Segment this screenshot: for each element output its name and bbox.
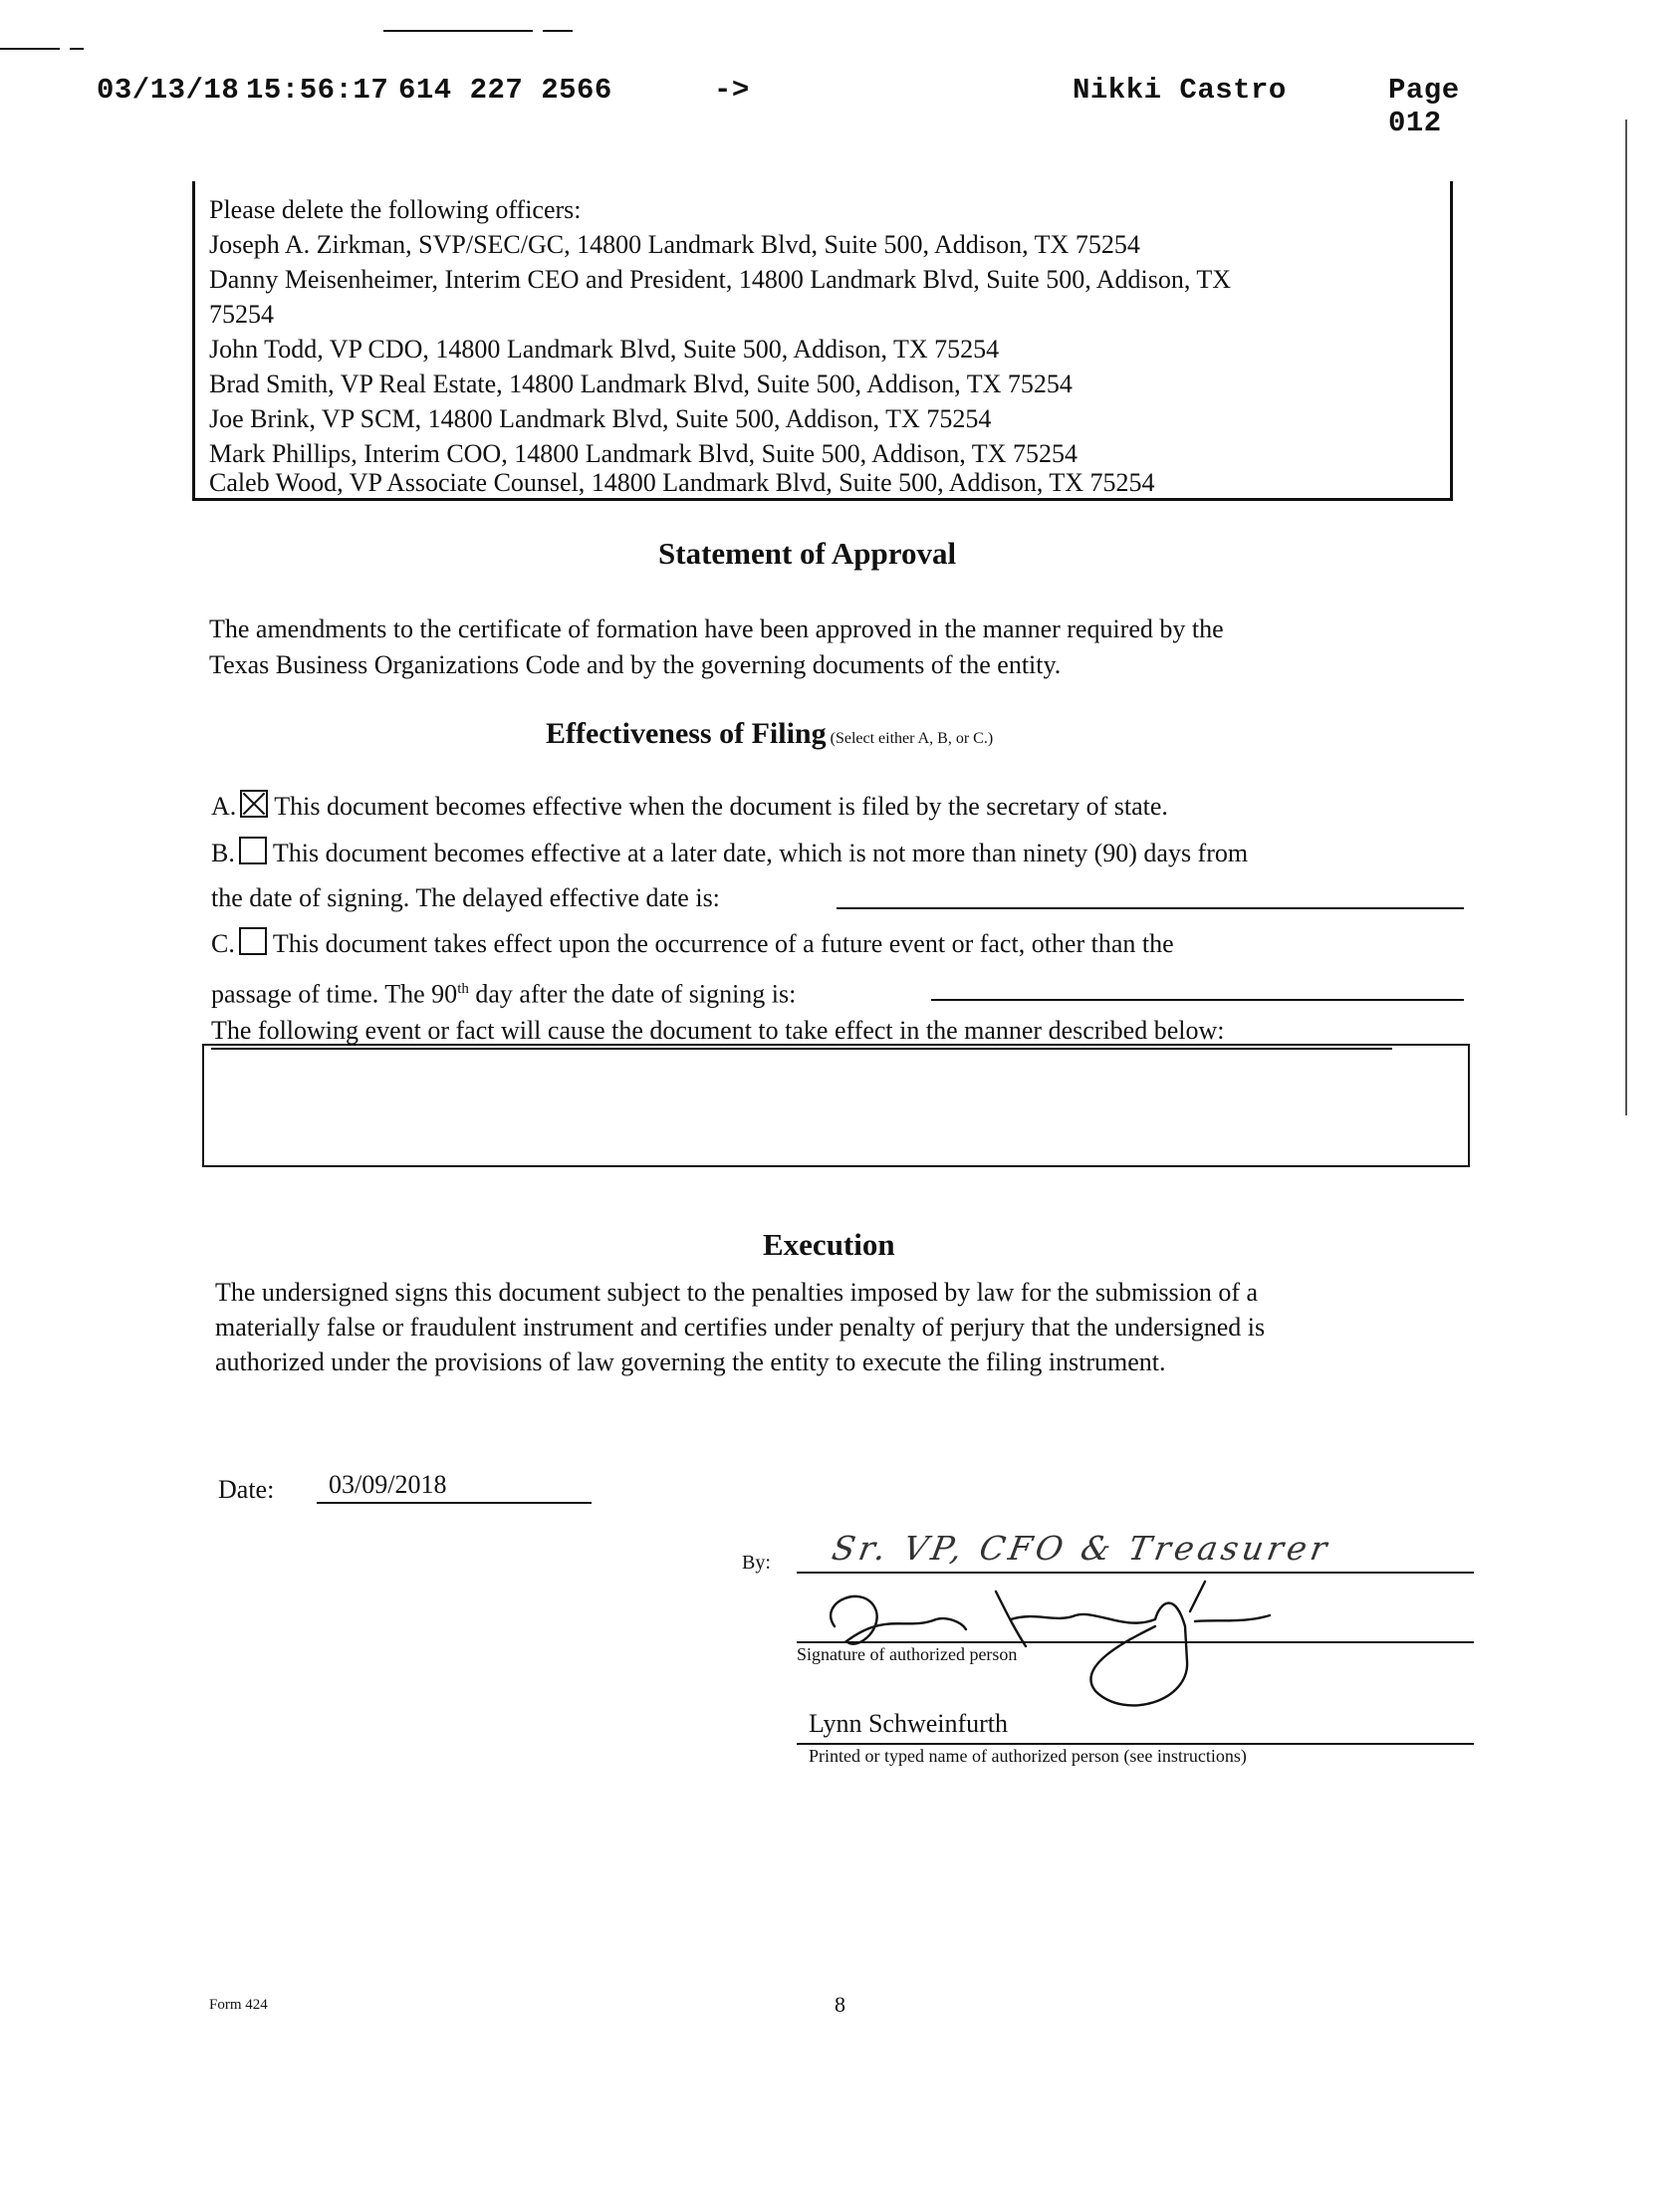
option-b-letter: B. xyxy=(211,839,235,867)
delayed-date-field[interactable] xyxy=(837,906,1464,909)
option-a-checkbox[interactable] xyxy=(240,790,268,818)
option-c-checkbox[interactable] xyxy=(239,927,267,955)
event-description-box[interactable] xyxy=(202,1044,1470,1167)
officers-intro: Please delete the following officers: xyxy=(209,195,582,224)
effectiveness-note: (Select either A, B, or C.) xyxy=(830,730,994,747)
option-c-sup: th xyxy=(457,981,469,997)
event-description-label: The following event or fact will cause the document to take effect in the manner described below: xyxy=(211,1013,1392,1050)
page-number: 8 xyxy=(835,1992,845,2017)
option-b-line-2: the date of signing. The delayed effective date is: xyxy=(211,883,720,912)
execution-text-line-1: The undersigned signs this document subject to the penalties imposed by law for the submission of a xyxy=(215,1278,1259,1307)
by-label: By: xyxy=(742,1552,771,1574)
option-a[interactable] xyxy=(211,789,1168,824)
scan-mark-right-edge xyxy=(1625,120,1627,1115)
option-c-letter: C. xyxy=(211,929,235,958)
option-b-checkbox[interactable] xyxy=(239,837,267,864)
officer-line-6: Joe Brink, VP SCM, 14800 Landmark Blvd, Suite 500, Addison, TX 75254 xyxy=(209,404,992,433)
option-c[interactable] xyxy=(211,926,1174,961)
option-b-text: This document becomes effective at a later date, which is not more than ninety (90) days from xyxy=(272,839,1249,867)
approval-text-line-1: The amendments to the certificate of formation have been approved in the manner required by the xyxy=(209,614,1224,643)
fax-recipient: Nikki Castro xyxy=(1073,74,1287,107)
option-c-text2-pre: passage of time. The 90 xyxy=(211,979,458,1009)
scan-mark-top-center-2 xyxy=(543,30,573,32)
officer-line-8: Caleb Wood, VP Associate Counsel, 14800 Landmark Blvd, Suite 500, Addison, TX 75254 xyxy=(209,468,1155,497)
effectiveness-heading xyxy=(546,717,993,751)
signature-underline xyxy=(797,1640,1474,1643)
date-value: 03/09/2018 xyxy=(317,1467,592,1504)
fax-page: Page 012 xyxy=(1388,74,1460,139)
option-c-text2-post: day after the date of signing is: xyxy=(468,979,797,1009)
execution-title: Execution xyxy=(763,1227,895,1262)
printed-name: Lynn Schweinfurth xyxy=(809,1709,1009,1738)
ninetieth-day-field[interactable] xyxy=(931,998,1464,1001)
officer-line-5: Brad Smith, VP Real Estate, 14800 Landmark Blvd, Suite 500, Addison, TX 75254 xyxy=(209,369,1073,398)
officer-line-3: 75254 xyxy=(209,300,274,329)
execution-text-line-3: authorized under the provisions of law governing the entity to execute the filing instrument. xyxy=(215,1347,1166,1376)
form-number: Form 424 xyxy=(209,1997,268,2013)
execution-text-line-2: materially false or fraudulent instrument and certifies under penalty of perjury that the undersigned is xyxy=(215,1313,1266,1342)
printed-name-label: Printed or typed name of authorized person (see instructions) xyxy=(809,1746,1247,1766)
option-c-line-2 xyxy=(211,972,796,1012)
scan-mark-top-left xyxy=(0,48,60,50)
fax-arrow: -> xyxy=(714,74,750,107)
option-a-text: This document becomes effective when the document is filed by the secretary of state. xyxy=(274,792,1168,821)
scan-mark-top-left-2 xyxy=(70,48,84,50)
option-c-text: This document takes effect upon the occurrence of a future event or fact, other than the xyxy=(272,929,1174,958)
fax-date: 03/13/18 xyxy=(97,74,240,107)
fax-phone: 614 227 2566 xyxy=(398,74,612,107)
officer-line-4: John Todd, VP CDO, 14800 Landmark Blvd, Suite 500, Addison, TX 75254 xyxy=(209,335,1000,364)
fax-header xyxy=(97,74,1511,139)
option-a-letter: A. xyxy=(211,792,237,821)
printed-name-underline xyxy=(797,1742,1474,1745)
officer-line-7: Mark Phillips, Interim COO, 14800 Landmark Blvd, Suite 500, Addison, TX 75254 xyxy=(209,439,1078,468)
effectiveness-title: Effectiveness of Filing xyxy=(546,717,827,750)
option-b[interactable] xyxy=(211,836,1248,870)
date-label: Date: xyxy=(218,1475,275,1504)
approval-text-line-2: Texas Business Organizations Code and by the governing documents of the entity. xyxy=(209,650,1062,679)
signature-label: Signature of authorized person xyxy=(797,1644,1018,1664)
scan-mark-top-center xyxy=(383,30,533,32)
officer-line-1: Joseph A. Zirkman, SVP/SEC/GC, 14800 Landmark Blvd, Suite 500, Addison, TX 75254 xyxy=(209,230,1140,259)
fax-time: 15:56:17 xyxy=(246,74,389,107)
by-handwritten-title: Sr. VP, CFO & Treasurer xyxy=(829,1529,1334,1568)
approval-title: Statement of Approval xyxy=(658,536,957,571)
officer-deletion-box xyxy=(192,181,1453,501)
officer-line-2: Danny Meisenheimer, Interim CEO and President, 14800 Landmark Blvd, Suite 500, Addison, TX xyxy=(209,265,1232,294)
